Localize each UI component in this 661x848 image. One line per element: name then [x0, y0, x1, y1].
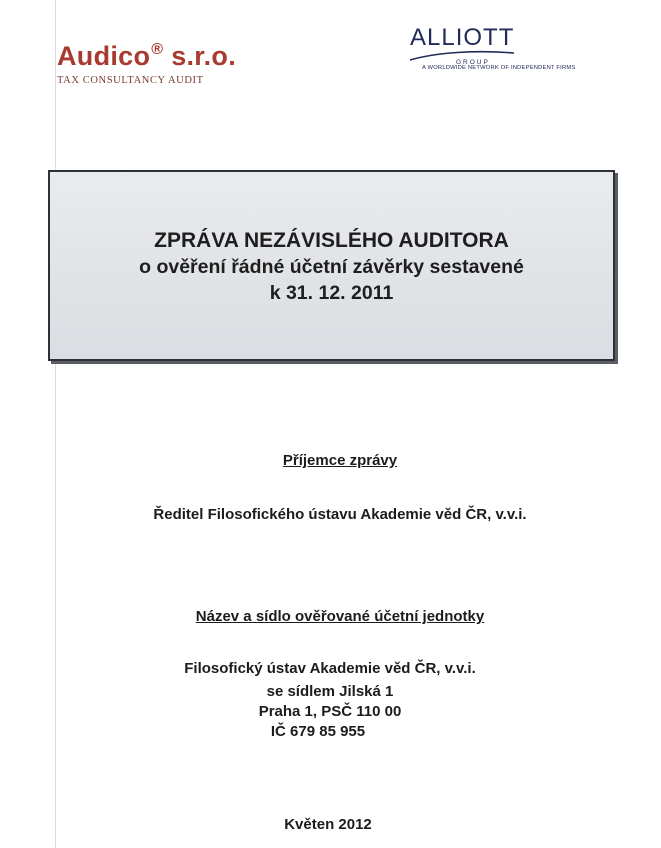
document-date: Květen 2012 — [284, 816, 372, 833]
page-margin-line — [55, 0, 56, 848]
entity-heading: Název a sídlo ověřované účetní jednotky — [195, 608, 485, 625]
report-subtitle: o ověření řádné účetní závěrky sestavené — [139, 256, 524, 278]
alliott-group-logo — [408, 24, 576, 71]
report-date: k 31. 12. 2011 — [269, 282, 394, 304]
entity-id: IČ 679 85 955 — [270, 723, 366, 740]
audico-tagline: TAX CONSULTANCY AUDIT — [57, 75, 204, 86]
entity-address: se sídlem Jilská 1 — [266, 683, 394, 700]
entity-name: Filosofický ústav Akademie věd ČR, v.v.i. — [184, 660, 476, 677]
recipient-name: Ředitel Filosofického ústavu Akademie věd ČR, v.v.i. — [153, 506, 527, 523]
report-title: ZPRÁVA NEZÁVISLÉHO AUDITORA — [154, 229, 509, 252]
entity-city: Praha 1, PSČ 110 00 — [258, 703, 402, 720]
alliott-tagline: A WORLDWIDE NETWORK OF INDEPENDENT FIRMS — [422, 65, 576, 71]
alliott-group-label: GROUP — [456, 59, 490, 66]
report-title-box — [48, 170, 615, 361]
recipient-heading: Příjemce zprávy — [282, 452, 398, 469]
audico-logo-name: Audico® s.r.o. — [57, 41, 237, 71]
alliott-logo-name: ALLIOTT — [410, 24, 515, 51]
audico-logo — [57, 42, 236, 86]
